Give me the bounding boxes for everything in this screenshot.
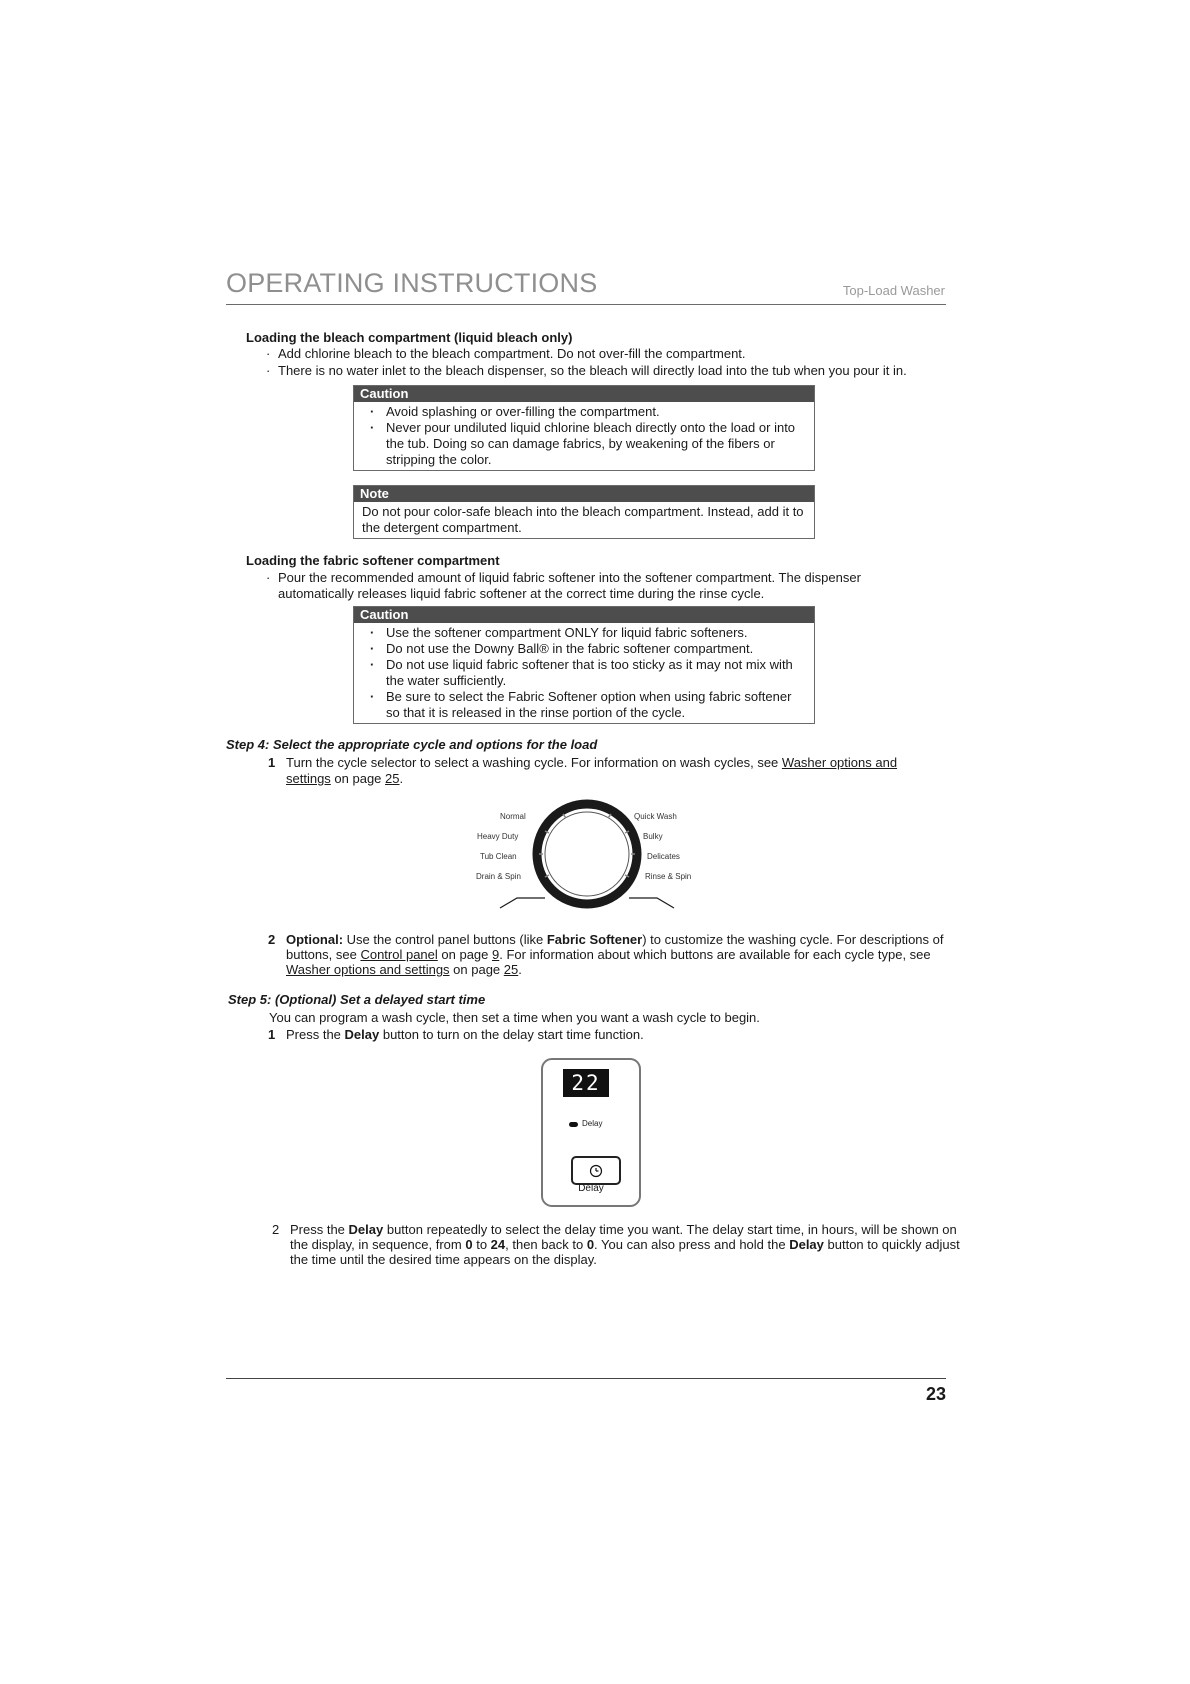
dial-label-normal: Normal: [500, 812, 526, 821]
bleach-note-box: [353, 485, 815, 539]
delay-indicator-label: Delay: [582, 1119, 603, 1128]
caution-item: · Be sure to select the Fabric Softener option when using fabric softener so that it is released in the rinse portion of the cycle.: [364, 689, 808, 721]
bleach-caution-box: [353, 385, 815, 471]
step5-heading: Step 5: (Optional) Set a delayed start time: [228, 992, 486, 1007]
caution-item: · Use the softener compartment ONLY for liquid fabric softeners.: [364, 625, 808, 641]
bleach-bullet-1: · Add chlorine bleach to the bleach compartment. Do not over-fill the compartment.: [266, 346, 746, 361]
link-washer-options[interactable]: Washer options and settings: [286, 962, 450, 977]
dial-label-tub-clean: Tub Clean: [480, 852, 517, 861]
dial-label-quick-wash: Quick Wash: [634, 812, 677, 821]
step4-heading: Step 4: Select the appropriate cycle and options for the load: [226, 737, 598, 752]
dial-label-delicates: Delicates: [647, 852, 680, 861]
bleach-bullet-2: · There is no water inlet to the bleach dispenser, so the bleach will directly load into the tub when you pour it in.: [266, 363, 907, 378]
step5-intro: You can program a wash cycle, then set a time when you want a wash cycle to begin.: [269, 1010, 760, 1025]
link-washer-options[interactable]: Washer options and settings: [286, 755, 898, 786]
dial-label-bulky: Bulky: [643, 832, 663, 841]
link-page-9[interactable]: 9: [492, 947, 500, 962]
step4-item-2: 2 Optional: Use the control panel buttons (like Fabric Softener) to customize the washing cycle. For descriptions of buttons, see Control panel on page 9. For information about which buttons are available for each cycle type, see Washer options and settings on page 25.: [268, 932, 944, 977]
step5-item-2: 2 Press the Delay button repeatedly to select the delay time you want. The delay start time, in hours, will be shown on the display, in sequence, from 0 to 24, then back to 0. You can also press and hold the Delay button to quickly adjust the time until the desired time appears on the display.: [272, 1222, 960, 1267]
dial-label-rinse-spin: Rinse & Spin: [645, 872, 692, 881]
delay-display: 22: [563, 1069, 609, 1097]
footer-divider: [226, 1378, 946, 1379]
note-title: Note: [354, 486, 814, 502]
page-subtitle: Top-Load Washer: [842, 283, 945, 298]
note-text: Do not pour color-safe bleach into the bleach compartment. Instead, add it to the detergent compartment.: [362, 504, 804, 535]
link-page-25[interactable]: 25: [385, 771, 400, 786]
delay-control-panel: [541, 1058, 641, 1207]
caution-item: · Never pour undiluted liquid chlorine bleach directly onto the load or into the tub. Doing so can damage fabrics, by weakening of the fibers or stripping the color.: [364, 420, 808, 468]
delay-button[interactable]: [571, 1156, 621, 1185]
caution-item: · Avoid splashing or over-filling the compartment.: [364, 404, 808, 420]
page-number: 23: [925, 1384, 946, 1404]
step5-item-1: 1 Press the Delay button to turn on the delay start time function.: [268, 1027, 644, 1042]
caution-item: · Do not use the Downy Ball® in the fabric softener compartment.: [364, 641, 808, 657]
delay-indicator-light: [569, 1122, 578, 1127]
dial-label-drain-spin: Drain & Spin: [476, 872, 521, 881]
link-control-panel[interactable]: Control panel: [360, 947, 438, 962]
header-divider: [226, 304, 946, 305]
softener-caution-box: [353, 606, 815, 724]
step4-item-1: 1 Turn the cycle selector to select a washing cycle. For information on wash cycles, see Washer options and settings on page 25.: [268, 755, 898, 786]
bleach-heading: Loading the bleach compartment (liquid bleach only): [246, 330, 573, 345]
softener-heading: Loading the fabric softener compartment: [246, 553, 500, 568]
page-title: OPERATING INSTRUCTIONS: [226, 268, 598, 298]
clock-icon: [589, 1164, 603, 1178]
dial-label-heavy-duty: Heavy Duty: [477, 832, 519, 841]
caution-item: · Do not use liquid fabric softener that is too sticky as it may not mix with the water sufficiently.: [364, 657, 808, 689]
link-page-25[interactable]: 25: [503, 962, 519, 977]
softener-bullet: · Pour the recommended amount of liquid fabric softener into the softener compartment. The dispenser automatically releases liquid fabric softener at the correct time during the rinse cycle.: [266, 570, 861, 601]
caution-title: Caution: [354, 386, 814, 402]
caution-title: Caution: [354, 607, 814, 623]
delay-button-label: Delay: [578, 1183, 604, 1194]
